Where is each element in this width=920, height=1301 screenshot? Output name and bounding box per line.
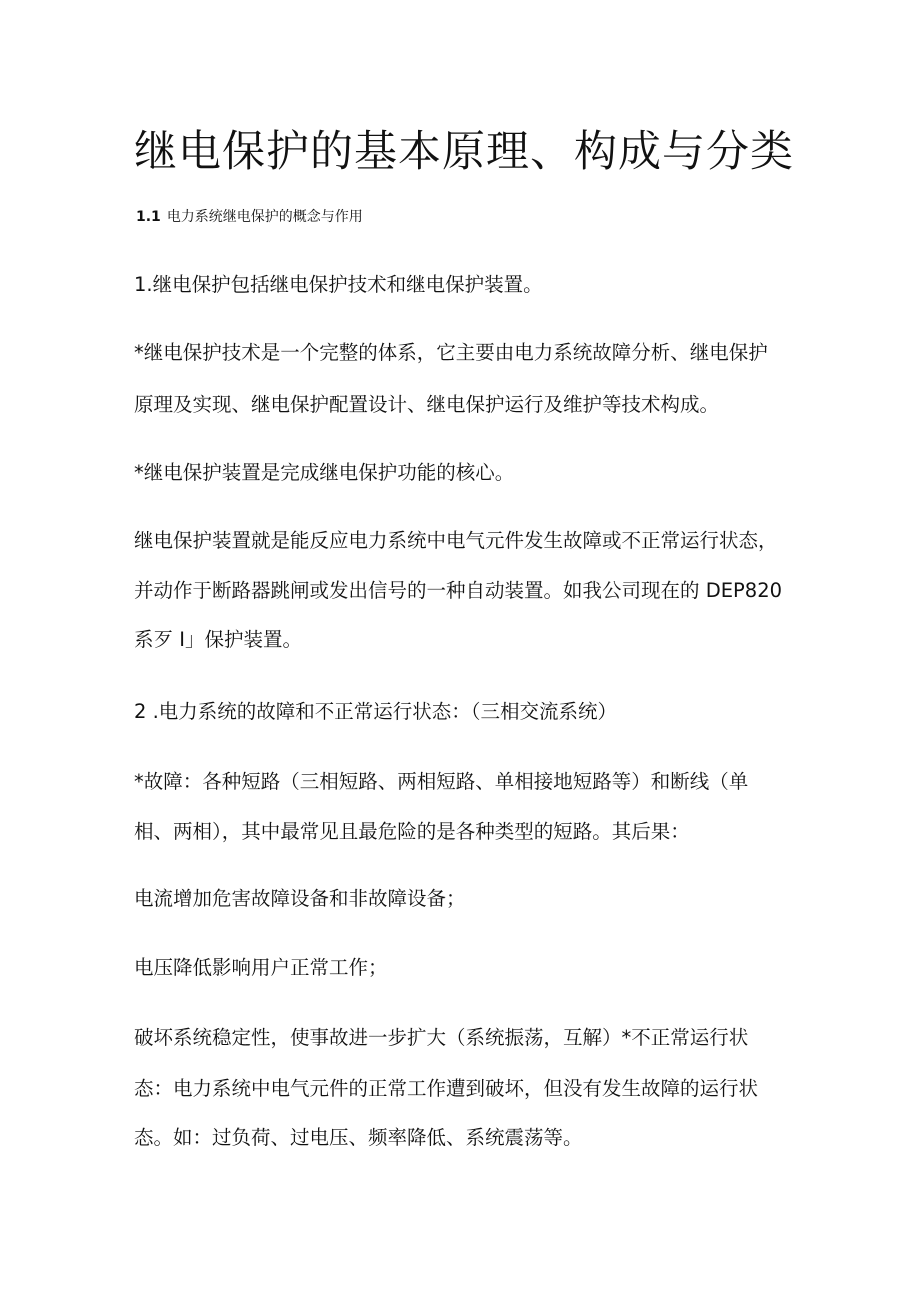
section-heading-text: 电力系统继电保护的概念与作用	[166, 209, 363, 225]
paragraph-line: 电压降低影响用户正常工作；	[134, 956, 388, 979]
paragraph-line: 2 .电力系统的故障和不正常运行状态：（三相交流系统）	[134, 700, 618, 723]
paragraph-line: 态。如：过负荷、过电压、频率降低、系统震荡等。	[134, 1126, 583, 1149]
paragraph-line: 态：电力系统中电气元件的正常工作遭到破坏，但没有发生故障的运行状	[134, 1077, 759, 1100]
paragraph-line: 破坏系统稳定性，使事故进一步扩大（系统振荡，互解）*不正常运行状	[134, 1026, 749, 1049]
paragraph-line: 1.继电保护包括继电保护技术和继电保护装置。	[134, 273, 543, 296]
page-title: 继电保护的基本原理、构成与分类	[134, 127, 794, 177]
paragraph-line: 继电保护装置就是能反应电力系统中电气元件发生故障或不正常运行状态，	[134, 529, 778, 552]
section-number: 1.1	[136, 209, 161, 225]
paragraph-line: *故障：各种短路（三相短路、两相短路、单相接地短路等）和断线（单	[134, 770, 749, 793]
paragraph-line: *继电保护装置是完成继电保护功能的核心。	[134, 461, 515, 484]
paragraph-line: 电流增加危害故障设备和非故障设备；	[134, 887, 466, 910]
section-heading	[136, 206, 363, 228]
paragraph-line: 原理及实现、继电保护配置设计、继电保护运行及维护等技术构成。	[134, 393, 720, 416]
paragraph-line: 相、两相），其中最常见且最危险的是各种类型的短路。其后果：	[134, 820, 690, 843]
paragraph-line: *继电保护技术是一个完整的体系，它主要由电力系统故障分析、继电保护	[134, 341, 768, 364]
paragraph-line: 系歹 I」保护装置。	[134, 628, 302, 651]
paragraph-line: 并动作于断路器跳闸或发出信号的一种自动装置。如我公司现在的 DEP820	[134, 579, 783, 602]
